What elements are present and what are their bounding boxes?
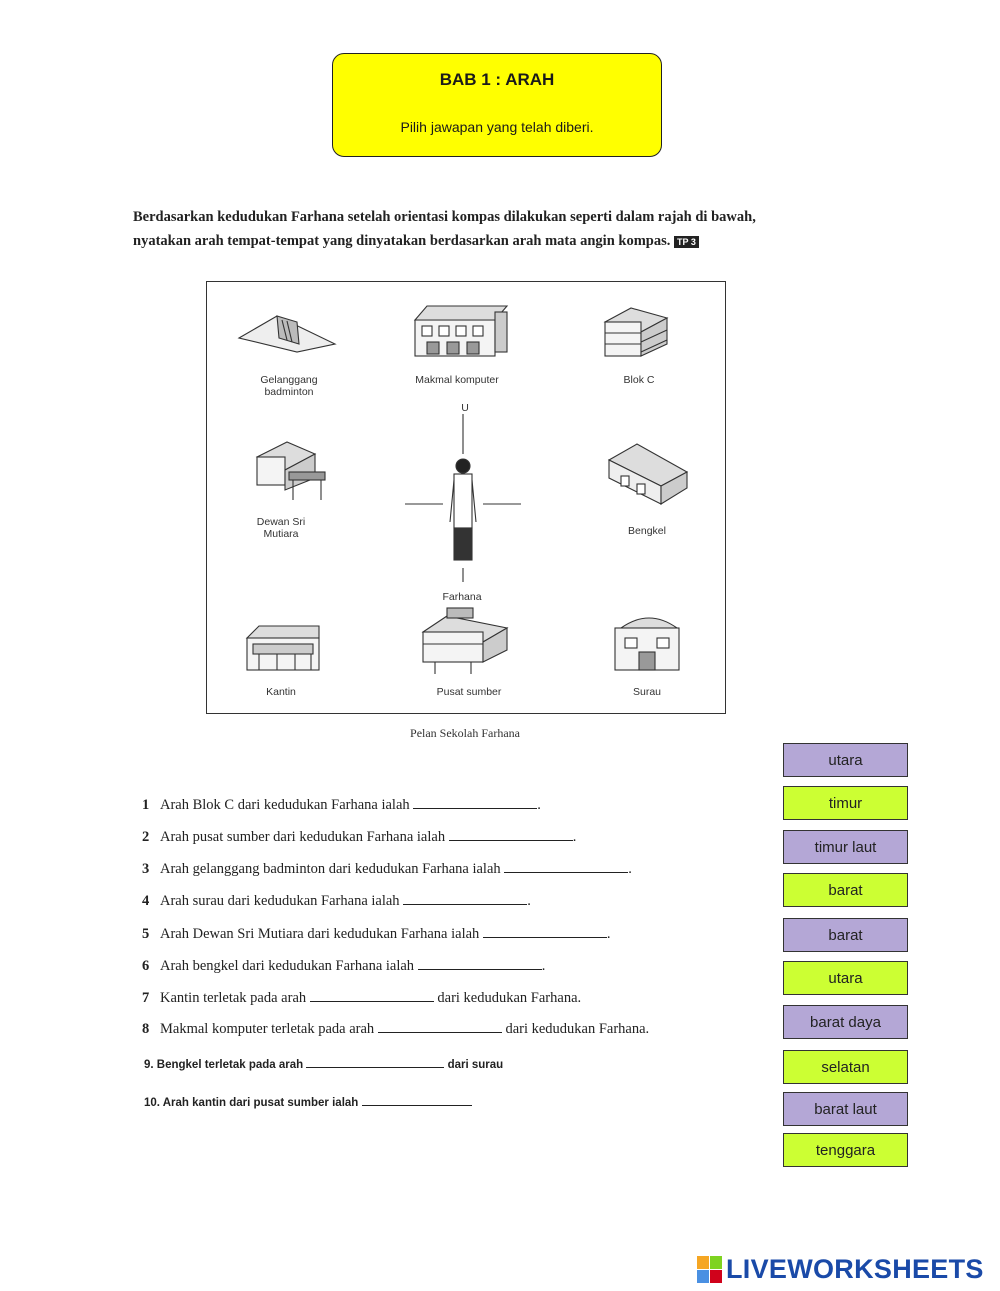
- answer-blank[interactable]: [449, 839, 573, 841]
- answer-blank[interactable]: [403, 903, 527, 905]
- question-5: 5 Arah Dewan Sri Mutiara dari kedudukan Farhana ialah .: [142, 926, 611, 942]
- answer-blank[interactable]: [306, 1066, 444, 1068]
- question-8: 8 Makmal komputer terletak pada arah dari kedudukan Farhana.: [142, 1021, 650, 1037]
- label-hall: Dewan Sri Mutiara: [256, 516, 306, 540]
- farhana-figure: [450, 459, 476, 560]
- option-utara[interactable]: utara: [783, 961, 908, 995]
- canteen-icon: [247, 626, 319, 670]
- brand-name: LIVEWORKSHEETS: [726, 1254, 984, 1284]
- hall-icon: [257, 442, 325, 500]
- label-workshop: Bengkel: [628, 525, 666, 537]
- option-selatan[interactable]: selatan: [783, 1050, 908, 1084]
- liveworksheets-logo: [697, 1254, 984, 1285]
- question-7: 7 Kantin terletak pada arah dari kedudukan Farhana.: [142, 990, 582, 1006]
- plan-drawing: [207, 282, 727, 715]
- answer-blank[interactable]: [378, 1031, 502, 1033]
- instruction-line-2-text: nyatakan arah tempat-tempat yang dinyatakan berdasarkan arah mata angin kompas.: [133, 233, 671, 249]
- label-canteen: Kantin: [266, 686, 296, 698]
- option-barat-laut[interactable]: barat laut: [783, 1092, 908, 1126]
- badminton-court-icon: [239, 316, 335, 352]
- tp-badge: TP 3: [674, 236, 699, 248]
- page-title: BAB 1 : ARAH: [439, 70, 555, 89]
- label-badminton: Gelanggang badminton: [260, 374, 318, 398]
- surau-icon: [615, 618, 679, 670]
- liveworksheets-logo-icon: [697, 1256, 723, 1284]
- question-9: 9. Bengkel terletak pada arah dari surau: [144, 1059, 504, 1071]
- question-10: 10. Arah kantin dari pusat sumber ialah: [144, 1097, 472, 1109]
- computer-lab-icon: [415, 306, 507, 356]
- block-c-icon: [605, 308, 667, 356]
- option-barat[interactable]: barat: [783, 873, 908, 907]
- option-timur[interactable]: timur: [783, 786, 908, 820]
- option-timur-laut[interactable]: timur laut: [783, 830, 908, 864]
- label-resource-center: Pusat sumber: [436, 686, 502, 698]
- resource-center-icon: [423, 608, 507, 674]
- workshop-icon: [609, 444, 687, 504]
- question-6: 6 Arah bengkel dari kedudukan Farhana ialah .: [142, 958, 546, 974]
- option-barat[interactable]: barat: [783, 918, 908, 952]
- answer-blank[interactable]: [310, 1000, 434, 1002]
- plan-caption: Pelan Sekolah Farhana: [410, 726, 520, 740]
- page-subtitle: Pilih jawapan yang telah diberi.: [400, 119, 594, 135]
- label-computer-lab: Makmal komputer: [415, 374, 499, 386]
- answer-blank[interactable]: [418, 968, 542, 970]
- label-north: U: [461, 402, 469, 414]
- instruction-line-2: [133, 229, 813, 253]
- answer-blank[interactable]: [504, 871, 628, 873]
- option-barat-daya[interactable]: barat daya: [783, 1005, 908, 1039]
- option-utara[interactable]: utara: [783, 743, 908, 777]
- label-farhana: Farhana: [442, 591, 482, 603]
- option-tenggara[interactable]: tenggara: [783, 1133, 908, 1167]
- answer-blank[interactable]: [413, 807, 537, 809]
- question-1: 1 Arah Blok C dari kedudukan Farhana ialah .: [142, 797, 541, 813]
- answer-blank[interactable]: [362, 1104, 472, 1106]
- label-surau: Surau: [632, 686, 662, 698]
- answer-blank[interactable]: [483, 936, 607, 938]
- school-plan-diagram: [206, 281, 726, 714]
- question-3: 3 Arah gelanggang badminton dari kedudukan Farhana ialah .: [142, 861, 632, 877]
- question-4: 4 Arah surau dari kedudukan Farhana ialah .: [142, 893, 531, 909]
- instruction-line-1: Berdasarkan kedudukan Farhana setelah orientasi kompas dilakukan seperti dalam rajah di bawah,: [133, 209, 756, 225]
- label-block-c: Blok C: [623, 374, 655, 386]
- title-box: [332, 53, 662, 157]
- instruction-text: [133, 205, 813, 253]
- question-2: 2 Arah pusat sumber dari kedudukan Farhana ialah .: [142, 829, 577, 845]
